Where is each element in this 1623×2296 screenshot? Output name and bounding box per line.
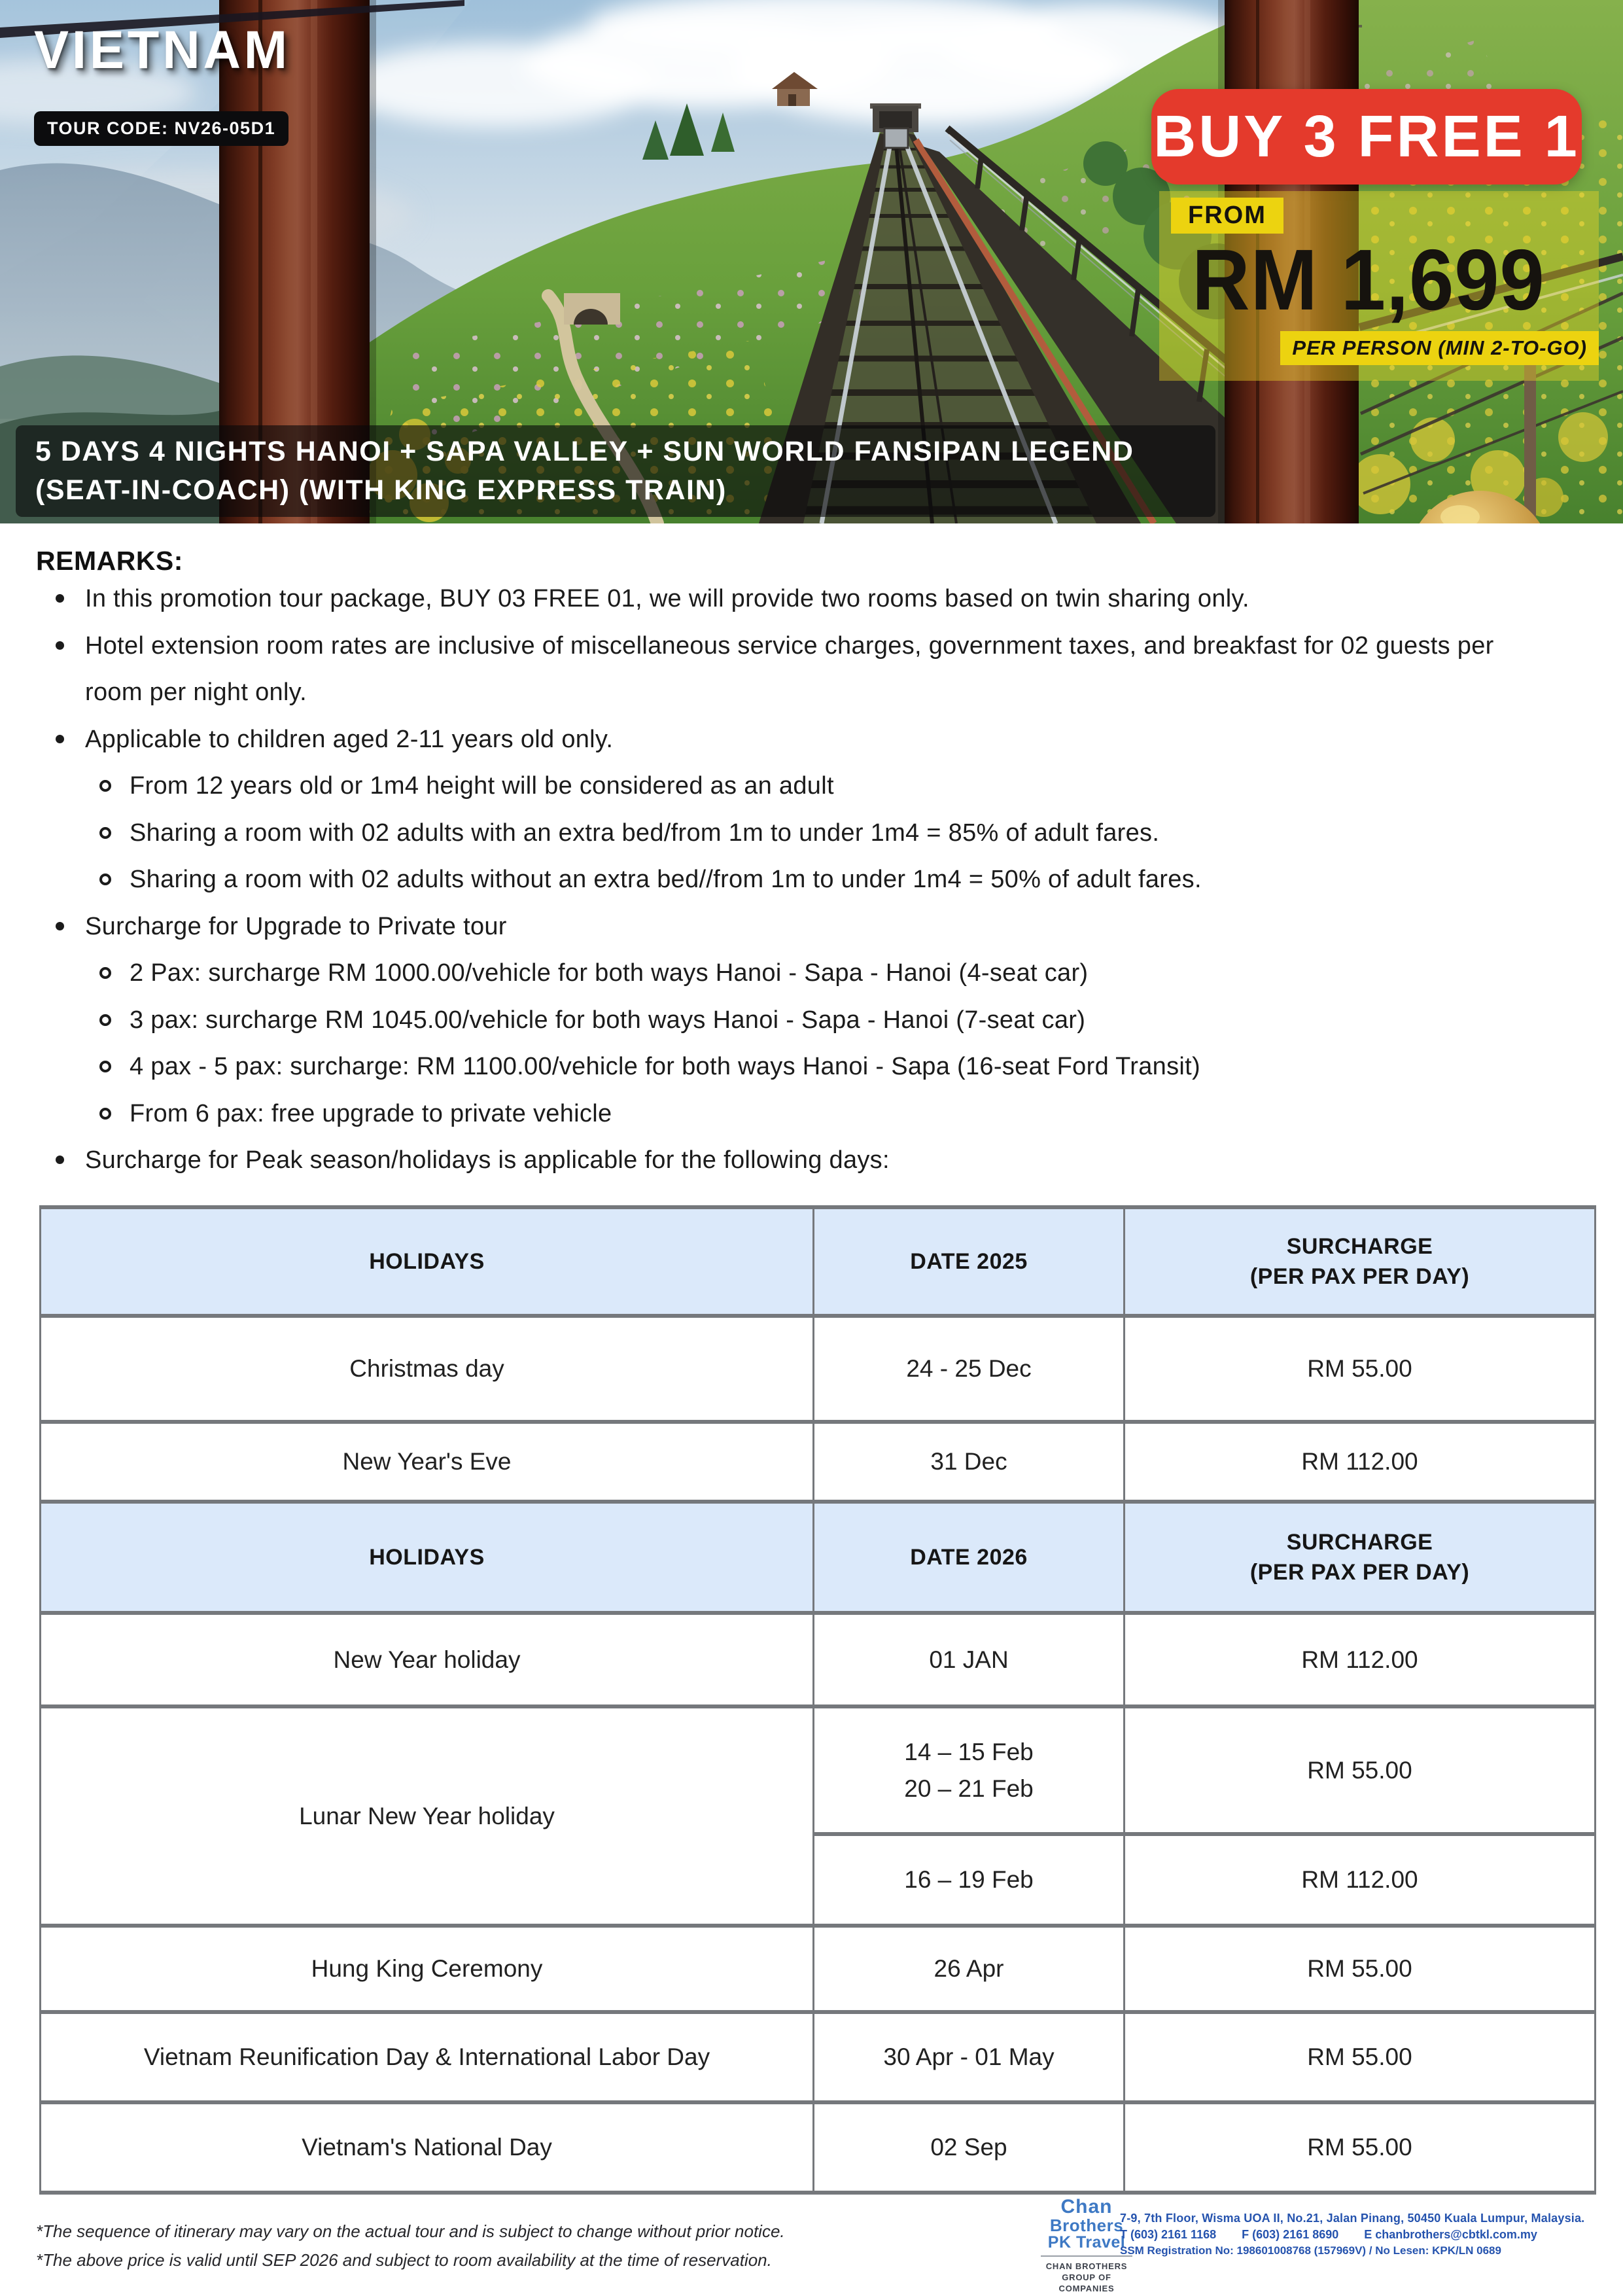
remark-subitem: Sharing a room with 02 adults without an extra bed//from 1m to under 1m4 = 50% of adult fares. bbox=[36, 857, 1541, 904]
company-address: 7-9, 7th Floor, Wisma UOA II, No.21, Jalan Pinang, 50450 Kuala Lumpur, Malaysia. bbox=[1120, 2212, 1585, 2225]
surcharge-cell: RM 112.00 bbox=[1125, 1422, 1596, 1502]
surcharge-label-line2: (PER PAX PER DAY) bbox=[1249, 1264, 1470, 1289]
holiday-cell: Christmas day bbox=[41, 1316, 814, 1422]
remark-item: Applicable to children aged 2-11 years old only. bbox=[36, 716, 1541, 764]
surcharge-cell: RM 55.00 bbox=[1125, 1706, 1596, 1834]
col-surcharge bbox=[1125, 1502, 1596, 1613]
table-row bbox=[41, 1613, 1596, 1706]
table-row bbox=[41, 1926, 1596, 2012]
company-phone: T (603) 2161 1168 bbox=[1120, 2228, 1217, 2241]
date-line: 20 – 21 Feb bbox=[904, 1775, 1034, 1802]
surcharge-label-line2: (PER PAX PER DAY) bbox=[1249, 1560, 1470, 1585]
surcharge-label-line1: SURCHARGE bbox=[1286, 1234, 1433, 1259]
holiday-cell: Hung King Ceremony bbox=[41, 1926, 814, 2012]
surcharge-cell: RM 55.00 bbox=[1125, 2012, 1596, 2102]
table-row bbox=[41, 2102, 1596, 2193]
company-contacts bbox=[1120, 2227, 1607, 2243]
col-holidays: HOLIDAYS bbox=[41, 1207, 814, 1316]
table-row bbox=[41, 1316, 1596, 1422]
table-row bbox=[41, 2012, 1596, 2102]
col-holidays: HOLIDAYS bbox=[41, 1502, 814, 1613]
footnote-line: *The above price is valid until SEP 2026 and subject to room availability at the time of reservation. bbox=[36, 2250, 772, 2270]
remark-subitem: From 6 pax: free upgrade to private vehicle bbox=[36, 1091, 1541, 1138]
tour-code-badge: TOUR CODE: NV26-05D1 bbox=[34, 111, 288, 146]
logo-line: Chan bbox=[1060, 2196, 1113, 2217]
price-value: RM 1,699 bbox=[1192, 232, 1545, 328]
remark-subitem: From 12 years old or 1m4 height will be considered as an adult bbox=[36, 763, 1541, 810]
holiday-cell: New Year's Eve bbox=[41, 1422, 814, 1502]
col-date-2025: DATE 2025 bbox=[814, 1207, 1125, 1316]
remark-item: Hotel extension room rates are inclusive of miscellaneous service charges, government taxes, and breakfast for 02 guests per room per night only. bbox=[36, 623, 1541, 716]
from-label: FROM bbox=[1171, 198, 1283, 234]
table-header-2025 bbox=[41, 1207, 1596, 1316]
surcharge-cell: RM 112.00 bbox=[1125, 1613, 1596, 1706]
logo-line: PK Travel bbox=[1047, 2233, 1126, 2252]
date-cell: 26 Apr bbox=[814, 1926, 1125, 2012]
surcharge-cell: RM 55.00 bbox=[1125, 1316, 1596, 1422]
logo-divider bbox=[1041, 2255, 1132, 2257]
col-date-2026: DATE 2026 bbox=[814, 1502, 1125, 1613]
surcharge-table bbox=[39, 1205, 1596, 2195]
date-cell: 24 - 25 Dec bbox=[814, 1316, 1125, 1422]
package-title-line2: (SEAT-IN-COACH) (WITH KING EXPRESS TRAIN) bbox=[35, 474, 727, 506]
package-title-banner bbox=[16, 425, 1215, 517]
remark-item: Surcharge for Peak season/holidays is applicable for the following days: bbox=[36, 1137, 1541, 1184]
remark-subitem: 3 pax: surcharge RM 1045.00/vehicle for both ways Hanoi - Sapa - Hanoi (7-seat car) bbox=[36, 997, 1541, 1044]
package-title-line1: 5 DAYS 4 NIGHTS HANOI + SAPA VALLEY + SUN WORLD FANSIPAN LEGEND bbox=[35, 436, 1134, 467]
date-line: 14 – 15 Feb bbox=[904, 1738, 1034, 1765]
surcharge-cell: RM 112.00 bbox=[1125, 1834, 1596, 1926]
remark-item: In this promotion tour package, BUY 03 FREE 01, we will provide two rooms based on twin sharing only. bbox=[36, 576, 1541, 623]
company-info bbox=[1120, 2210, 1607, 2259]
holiday-cell: Vietnam Reunification Day & International Labor Day bbox=[41, 2012, 814, 2102]
date-cell: 31 Dec bbox=[814, 1422, 1125, 1502]
promo-badge: BUY 3 FREE 1 bbox=[1151, 89, 1582, 185]
footnote-line: *The sequence of itinerary may vary on the actual tour and is subject to change without prior notice. bbox=[36, 2221, 785, 2241]
holiday-cell: New Year holiday bbox=[41, 1613, 814, 1706]
table-row bbox=[41, 1422, 1596, 1502]
table-header-2026 bbox=[41, 1502, 1596, 1613]
company-email: E chanbrothers@cbtkl.com.my bbox=[1364, 2228, 1537, 2241]
date-cell: 01 JAN bbox=[814, 1613, 1125, 1706]
holiday-cell: Vietnam's National Day bbox=[41, 2102, 814, 2193]
surcharge-cell: RM 55.00 bbox=[1125, 1926, 1596, 2012]
remark-subitem: Sharing a room with 02 adults with an extra bed/from 1m to under 1m4 = 85% of adult fares. bbox=[36, 810, 1541, 857]
date-cell: 02 Sep bbox=[814, 2102, 1125, 2193]
logo-line: Brothers bbox=[1049, 2216, 1124, 2235]
surcharge-cell: RM 55.00 bbox=[1125, 2102, 1596, 2193]
date-cell bbox=[814, 1706, 1125, 1834]
company-registration: SSM Registration No: 198601008768 (157969V) / No Lesen: KPK/LN 0689 bbox=[1120, 2244, 1501, 2257]
holiday-cell: Lunar New Year holiday bbox=[41, 1706, 814, 1926]
date-cell: 16 – 19 Feb bbox=[814, 1834, 1125, 1926]
surcharge-label-line1: SURCHARGE bbox=[1286, 1530, 1433, 1555]
remarks-list bbox=[36, 576, 1541, 1184]
remark-subitem: 4 pax - 5 pax: surcharge: RM 1100.00/vehicle for both ways Hanoi - Sapa (16-seat Ford Transit) bbox=[36, 1044, 1541, 1091]
hero-banner bbox=[0, 0, 1623, 523]
date-cell: 30 Apr - 01 May bbox=[814, 2012, 1125, 2102]
remark-item: Surcharge for Upgrade to Private tour bbox=[36, 904, 1541, 951]
remarks-heading: REMARKS: bbox=[36, 546, 183, 576]
country-title: VIETNAM bbox=[34, 20, 290, 80]
logo-subline: CHAN BROTHERS bbox=[1045, 2261, 1128, 2271]
col-surcharge bbox=[1125, 1207, 1596, 1316]
company-fax: F (603) 2161 8690 bbox=[1242, 2228, 1339, 2241]
logo-subline: GROUP OF COMPANIES bbox=[1058, 2272, 1115, 2293]
remark-subitem: 2 Pax: surcharge RM 1000.00/vehicle for both ways Hanoi - Sapa - Hanoi (4-seat car) bbox=[36, 950, 1541, 997]
table-row-lunar-a bbox=[41, 1706, 1596, 1834]
price-note: PER PERSON (MIN 2-TO-GO) bbox=[1280, 331, 1599, 365]
footnotes bbox=[36, 2217, 785, 2274]
